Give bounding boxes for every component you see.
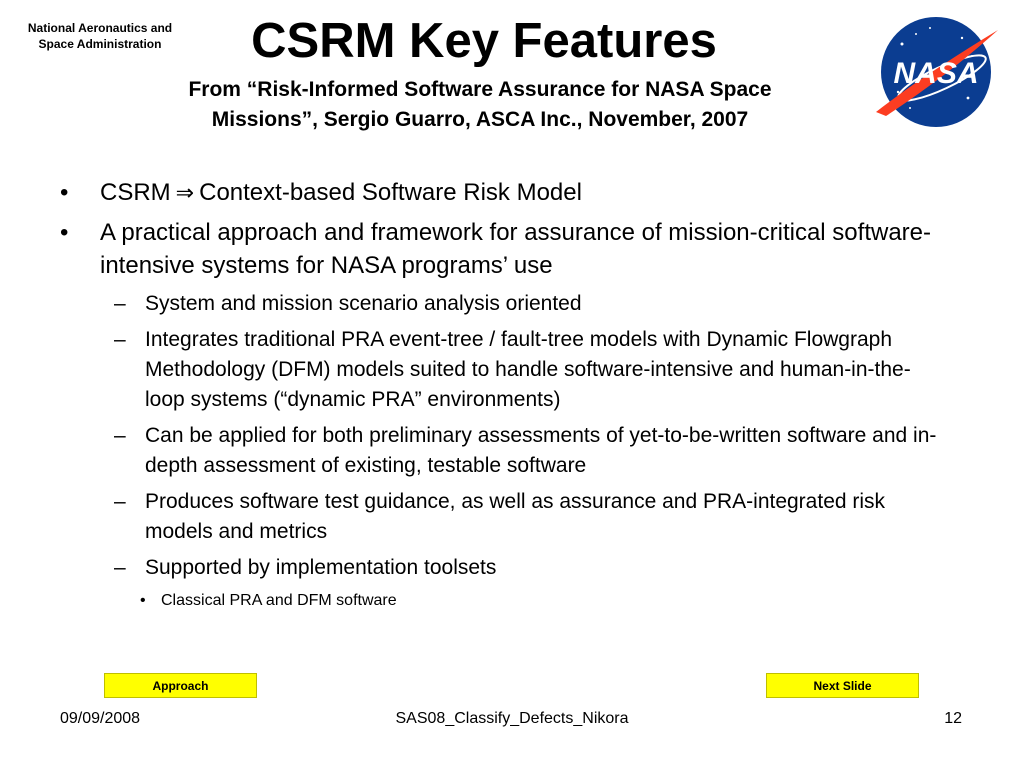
- agency-line-2: Space Administration: [38, 37, 162, 51]
- bullet-text: A practical approach and framework for assurance of mission-critical software-intensive systems for NASA programs’ use: [100, 219, 931, 279]
- sub-bullet-text: Supported by implementation toolsets: [145, 556, 497, 579]
- sub-bullet-marker: –: [114, 328, 126, 351]
- slide-subtitle: [110, 75, 850, 135]
- slide-title: CSRM Key Features: [251, 14, 717, 68]
- sub-bullet-item: [0, 289, 945, 319]
- subtitle-line-2: Missions”, Sergio Guarro, ASCA Inc., November, 2007: [211, 108, 749, 131]
- bullet-item: [0, 216, 980, 282]
- sub-sub-bullet-marker: •: [140, 592, 146, 609]
- sub-bullet-text: Produces software test guidance, as well as assurance and PRA-integrated risk models and metrics: [145, 490, 886, 543]
- sub-bullet-marker: –: [114, 556, 126, 579]
- agency-name: [10, 20, 190, 52]
- bullet-text-definition: Context-based Software Risk Model: [199, 179, 582, 206]
- next-slide-button[interactable]: Next Slide: [766, 673, 919, 698]
- sub-sub-bullet-item: [0, 589, 861, 613]
- agency-line-1: National Aeronautics and: [27, 21, 173, 35]
- sub-sub-bullet-text: Classical PRA and DFM software: [161, 592, 397, 609]
- nasa-logo-icon: [872, 12, 1000, 132]
- footer-filename: SAS08_Classify_Defects_Nikora: [395, 710, 629, 727]
- sub-bullet-text: Can be applied for both preliminary assessments of yet-to-be-written software and in-depth assessment of existing, testable software: [145, 424, 937, 477]
- sub-bullet-item: [0, 553, 945, 583]
- bullet-list: [0, 176, 1024, 613]
- implies-arrow-icon: ⇒: [175, 180, 195, 205]
- sub-bullet-text: System and mission scenario analysis oriented: [145, 292, 582, 315]
- sub-bullet-marker: –: [114, 424, 126, 447]
- sub-bullet-marker: –: [114, 490, 126, 513]
- sub-bullet-item: [0, 487, 945, 547]
- footer-page-number: 12: [944, 710, 962, 727]
- bullet-text-csrm: CSRM: [100, 179, 171, 206]
- sub-bullet-text: Integrates traditional PRA event-tree / fault-tree models with Dynamic Flowgraph Methodology (DFM) models suited to handle software-intensive and human-in-the-loop systems (“dynamic PRA” environments): [145, 328, 911, 411]
- bullet-marker: •: [60, 179, 69, 206]
- approach-button[interactable]: Approach: [104, 673, 257, 698]
- bullet-marker: •: [60, 219, 69, 246]
- sub-bullet-marker: –: [114, 292, 126, 315]
- subtitle-line-1: From “Risk-Informed Software Assurance for NASA Space: [188, 78, 772, 101]
- footer-date: 09/09/2008: [60, 710, 141, 727]
- bullet-item: [0, 176, 980, 209]
- logo-text: NASA: [893, 57, 979, 90]
- sub-bullet-item: [0, 421, 945, 481]
- sub-bullet-item: [0, 325, 945, 415]
